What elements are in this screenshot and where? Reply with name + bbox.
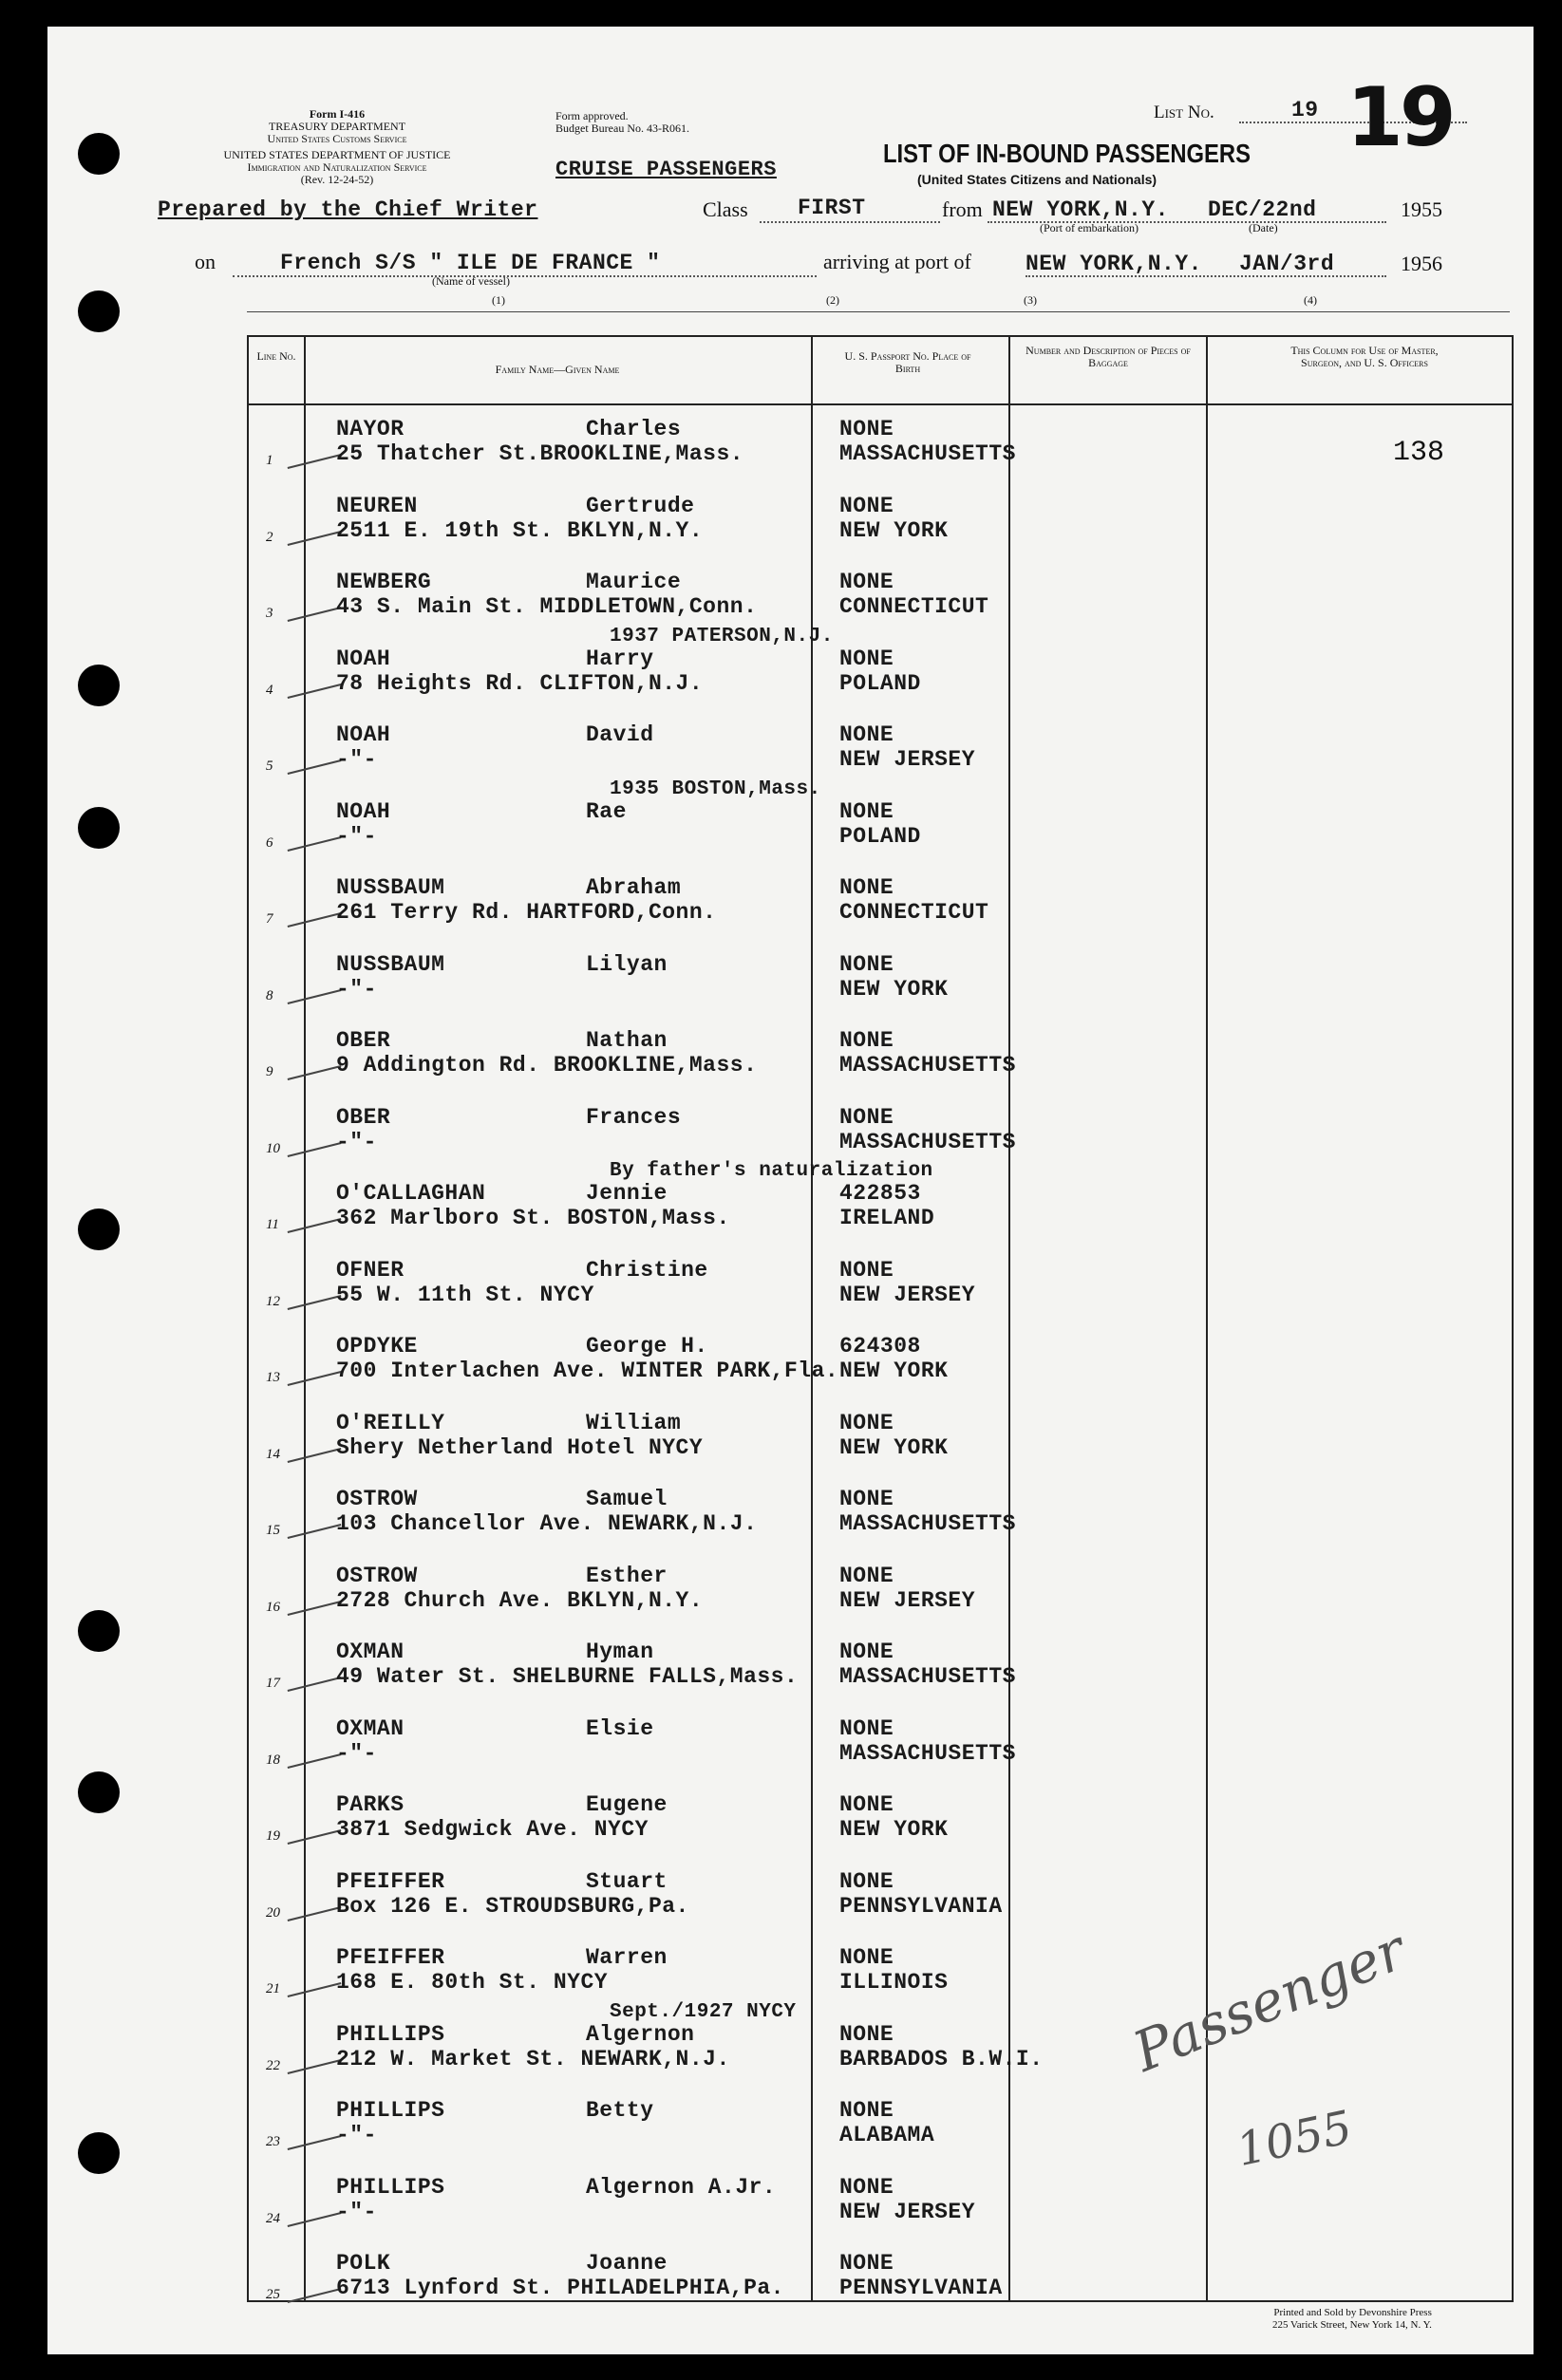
table-row [249, 1245, 1512, 1321]
line-number: 3 [266, 606, 273, 621]
printer-address: 225 Varick Street, New York 14, N. Y. [1272, 2319, 1432, 2331]
list-no-handwritten: 19 [1346, 70, 1453, 165]
line-number: 16 [266, 1599, 280, 1615]
place-of-birth: NEW YORK [839, 1434, 949, 1460]
family-name: OFNER [336, 1257, 405, 1283]
officer-number: 138 [1393, 437, 1445, 469]
check-mark [288, 989, 342, 1004]
line-number: 17 [266, 1676, 280, 1691]
passport-number: NONE [839, 951, 894, 977]
table-row [249, 1160, 1512, 1244]
address: 168 E. 80th St. NYCY [336, 1970, 609, 1995]
table-row [249, 480, 1512, 556]
given-name: Maurice [586, 570, 682, 594]
form-approved: Form approved. [555, 109, 629, 122]
place-of-birth: CONNECTICUT [839, 594, 989, 619]
on-label: on [195, 250, 216, 273]
place-of-birth: BARBADOS B.W.I. [839, 2046, 1044, 2071]
place-of-birth: PENNSYLVANIA [839, 2276, 1003, 2300]
naturalization-note: By father's naturalization [610, 1160, 933, 1182]
vessel-line [233, 275, 817, 277]
col-header-line-no: Line No. [256, 349, 296, 363]
table-row [249, 862, 1512, 938]
col-num-4: (4) [1304, 293, 1317, 307]
check-mark [288, 1753, 342, 1769]
check-mark [288, 684, 342, 699]
family-name: NOAH [336, 798, 391, 824]
check-mark [288, 2288, 342, 2303]
address: 43 S. Main St. MIDDLETOWN,Conn. [336, 594, 758, 619]
passport-number: NONE [839, 2098, 894, 2123]
check-mark [288, 531, 342, 546]
given-name: Christine [586, 1257, 708, 1283]
given-name: Eugene [586, 1792, 668, 1817]
passport-number: 422853 [839, 1181, 921, 1206]
address: Box 126 E. STROUDSBURG,Pa. [336, 1893, 689, 1919]
line-number: 15 [266, 1523, 280, 1538]
table-row [249, 556, 1512, 632]
check-mark [288, 1906, 342, 1921]
customs-label: United States Customs Service [267, 132, 407, 145]
address: 3871 Sedgwick Ave. NYCY [336, 1817, 649, 1842]
address: 49 Water St. SHELBURNE FALLS,Mass. [336, 1664, 799, 1689]
punch-hole [78, 1610, 120, 1652]
form-title: LIST OF IN-BOUND PASSENGERS [883, 139, 1251, 168]
address: 78 Heights Rd. CLIFTON,N.J. [336, 670, 704, 696]
family-name: PHILLIPS [336, 2021, 445, 2047]
family-name: PARKS [336, 1792, 405, 1817]
line-number: 1 [266, 453, 273, 468]
family-name: NEWBERG [336, 570, 432, 594]
passport-number: NONE [839, 1257, 894, 1283]
check-mark [288, 1218, 342, 1233]
given-name: Joanne [586, 2251, 668, 2276]
check-mark [288, 836, 342, 852]
family-name: PHILLIPS [336, 2174, 445, 2200]
family-name: O'REILLY [336, 1410, 445, 1435]
family-name: OPDYKE [336, 1334, 418, 1359]
table-row [249, 1856, 1512, 1932]
line-number: 9 [266, 1064, 273, 1079]
passport-number: 624308 [839, 1334, 921, 1359]
given-name: David [586, 722, 654, 747]
given-name: Warren [586, 1945, 668, 1970]
given-name: Algernon A.Jr. [586, 2174, 777, 2200]
address: -"- [336, 2123, 377, 2147]
col-num-3: (3) [1024, 293, 1037, 307]
table-row [249, 625, 1512, 709]
given-name: Rae [586, 798, 627, 824]
arrival-port: NEW YORK,N.Y. [1026, 252, 1202, 276]
passport-number: NONE [839, 1028, 894, 1053]
address: 362 Marlboro St. BOSTON,Mass. [336, 1206, 730, 1230]
given-name: Samuel [586, 1487, 668, 1511]
class-value: FIRST [798, 196, 866, 220]
punch-hole [78, 665, 120, 706]
header-rule [247, 311, 1510, 312]
check-mark [288, 1601, 342, 1616]
check-mark [288, 912, 342, 928]
address: -"- [336, 2199, 377, 2224]
table-row [249, 1703, 1512, 1779]
place-of-birth: PENNSYLVANIA [839, 1893, 1003, 1919]
passport-number: NONE [839, 798, 894, 824]
passport-number: NONE [839, 1715, 894, 1741]
prepared-by: Prepared by the Chief Writer [158, 197, 538, 222]
table-row [249, 1779, 1512, 1855]
place-of-birth: NEW JERSEY [839, 747, 976, 772]
address: 9 Addington Rd. BROOKLINE,Mass. [336, 1053, 758, 1078]
punch-hole [78, 2132, 120, 2174]
check-mark [288, 1295, 342, 1310]
port-embark-caption: (Port of embarkation) [1040, 221, 1139, 234]
table-row [249, 778, 1512, 862]
check-mark [288, 1065, 342, 1080]
handwritten-note: Passenger [1124, 1917, 1415, 2085]
punch-hole [78, 1771, 120, 1813]
table-row [249, 403, 1512, 479]
embarkation-date: DEC/22nd [1208, 197, 1317, 222]
given-name: Frances [586, 1104, 682, 1130]
approval-block [555, 110, 689, 135]
check-mark [288, 2059, 342, 2074]
justice-label: UNITED STATES DEPARTMENT OF JUSTICE [223, 148, 451, 161]
budget-bureau: Budget Bureau No. 43-R061. [555, 122, 689, 135]
family-name: NEUREN [336, 493, 418, 518]
punch-hole [78, 1209, 120, 1250]
punch-hole [78, 290, 120, 332]
passport-number: NONE [839, 875, 894, 900]
arrival-year: 1956 [1401, 252, 1442, 275]
class-label: Class [703, 197, 748, 221]
line-number: 23 [266, 2134, 280, 2149]
place-of-birth: POLAND [839, 823, 921, 849]
table-row [249, 709, 1512, 785]
line-number: 12 [266, 1293, 280, 1309]
family-name: POLK [336, 2251, 391, 2276]
given-name: Harry [586, 646, 654, 671]
passport-number: NONE [839, 1945, 894, 1970]
line-number: 13 [266, 1370, 280, 1385]
line-number: 20 [266, 1904, 280, 1921]
family-name: OXMAN [336, 1715, 405, 1741]
address: 2728 Church Ave. BKLYN,N.Y. [336, 1587, 704, 1613]
given-name: Stuart [586, 1868, 668, 1894]
check-mark [288, 1142, 342, 1157]
from-label: from [942, 197, 983, 221]
family-name: NOAH [336, 646, 391, 671]
punch-hole [78, 133, 120, 175]
passport-number: NONE [839, 1410, 894, 1435]
address: 2511 E. 19th St. BKLYN,N.Y. [336, 517, 704, 543]
passport-number: NONE [839, 570, 894, 594]
punch-hole [78, 807, 120, 849]
naturalization-note: 1937 PATERSON,N.J. [610, 625, 834, 647]
agency-header [195, 108, 480, 186]
place-of-birth: NEW YORK [839, 1817, 949, 1842]
check-mark [288, 454, 342, 469]
check-mark [288, 1524, 342, 1539]
passport-number: NONE [839, 2251, 894, 2276]
place-of-birth: NEW YORK [839, 976, 949, 1002]
line-number: 21 [266, 1981, 280, 1996]
family-name: PHILLIPS [336, 2098, 445, 2123]
table-row [249, 1397, 1512, 1473]
immigration-label: Immigration and Naturalization Service [247, 160, 427, 174]
given-name: Esther [586, 1563, 668, 1588]
family-name: NUSSBAUM [336, 875, 445, 900]
line-number: 5 [266, 759, 273, 774]
address: 261 Terry Rd. HARTFORD,Conn. [336, 900, 717, 925]
table-row [249, 1015, 1512, 1091]
given-name: William [586, 1410, 682, 1435]
embarkation-year: 1955 [1401, 197, 1442, 221]
address: 212 W. Market St. NEWARK,N.J. [336, 2046, 730, 2071]
line-number: 6 [266, 834, 273, 851]
table-row [249, 1473, 1512, 1549]
line-number: 18 [266, 1752, 280, 1768]
list-no-label: List No. [1154, 103, 1214, 122]
place-of-birth: NEW JERSEY [839, 2199, 976, 2224]
document-sheet [47, 27, 1534, 2354]
family-name: NUSSBAUM [336, 951, 445, 977]
given-name: Jennie [586, 1181, 668, 1206]
port-of-embarkation: NEW YORK,N.Y. [992, 197, 1169, 222]
address: 25 Thatcher St.BROOKLINE,Mass. [336, 441, 744, 466]
family-name: PFEIFFER [336, 1868, 445, 1894]
table-row [249, 1321, 1512, 1396]
place-of-birth: NEW YORK [839, 1359, 949, 1383]
place-of-birth: MASSACHUSETTS [839, 1511, 1016, 1536]
check-mark [288, 1829, 342, 1845]
table-row [249, 1092, 1512, 1168]
treasury-label: TREASURY DEPARTMENT [268, 120, 406, 133]
line-number: 11 [266, 1217, 279, 1232]
family-name: O'CALLAGHAN [336, 1181, 486, 1206]
given-name: Lilyan [586, 951, 668, 977]
family-name: OBER [336, 1104, 391, 1130]
form-number: Form I-416 [309, 107, 366, 121]
place-of-birth: NEW JERSEY [839, 1282, 976, 1307]
family-name: NOAH [336, 722, 391, 747]
address: -"- [336, 747, 377, 772]
family-name: NAYOR [336, 417, 405, 441]
table-row [249, 2162, 1512, 2238]
family-name: PFEIFFER [336, 1945, 445, 1970]
passport-number: NONE [839, 2021, 894, 2047]
address: 700 Interlachen Ave. WINTER PARK,Fla. [336, 1359, 839, 1383]
date-caption: (Date) [1249, 221, 1278, 234]
check-mark [288, 2212, 342, 2227]
check-mark [288, 1448, 342, 1463]
family-name: OXMAN [336, 1640, 405, 1664]
check-mark [288, 1677, 342, 1692]
vessel-caption: (Name of vessel) [432, 274, 510, 288]
place-of-birth: POLAND [839, 670, 921, 696]
place-of-birth: MASSACHUSETTS [839, 1053, 1016, 1078]
place-of-birth: NEW YORK [839, 517, 949, 543]
given-name: George H. [586, 1334, 708, 1359]
naturalization-note: 1935 BOSTON,Mass. [610, 778, 821, 800]
place-of-birth: ALABAMA [839, 2123, 935, 2147]
printer-name: Printed and Sold by Devonshire Press [1273, 2307, 1432, 2318]
passport-number: NONE [839, 646, 894, 671]
given-name: Algernon [586, 2021, 695, 2047]
address: 6713 Lynford St. PHILADELPHIA,Pa. [336, 2276, 784, 2300]
address: -"- [336, 976, 377, 1002]
list-no-typed: 19 [1291, 98, 1319, 122]
family-name: OSTROW [336, 1563, 418, 1588]
given-name: Elsie [586, 1715, 654, 1741]
col-num-2: (2) [826, 293, 839, 307]
table-row [249, 1626, 1512, 1702]
form-subtitle: (United States Citizens and Nationals) [917, 172, 1157, 187]
given-name: Gertrude [586, 493, 695, 518]
col-num-1: (1) [492, 293, 505, 307]
passport-number: NONE [839, 1640, 894, 1664]
given-name: Charles [586, 417, 682, 441]
line-number: 2 [266, 529, 273, 545]
place-of-birth: MASSACHUSETTS [839, 1740, 1016, 1766]
passport-number: NONE [839, 1104, 894, 1130]
passport-number: NONE [839, 493, 894, 518]
check-mark [288, 1371, 342, 1386]
place-of-birth: MASSACHUSETTS [839, 1129, 1016, 1154]
arriving-label: arriving at port of [823, 250, 971, 273]
address: Shery Netherland Hotel NYCY [336, 1434, 704, 1460]
address: 55 W. 11th St. NYCY [336, 1282, 594, 1307]
table-row [249, 1550, 1512, 1626]
col-header-name: Family Name—Given Name [495, 363, 620, 376]
cruise-passengers-stamp: CRUISE PASSENGERS [555, 158, 777, 181]
arrival-date: JAN/3rd [1239, 252, 1335, 276]
address: 103 Chancellor Ave. NEWARK,N.J. [336, 1511, 758, 1536]
line-number: 14 [266, 1446, 280, 1462]
family-name: OSTROW [336, 1487, 418, 1511]
passport-number: NONE [839, 722, 894, 747]
passport-number: NONE [839, 1868, 894, 1894]
given-name: Hyman [586, 1640, 654, 1664]
address: -"- [336, 823, 377, 849]
address: -"- [336, 1129, 377, 1154]
check-mark [288, 607, 342, 622]
place-of-birth: MASSACHUSETTS [839, 1664, 1016, 1689]
check-mark [288, 2135, 342, 2150]
printer-footer [1272, 2307, 1432, 2332]
line-number: 8 [266, 987, 273, 1003]
given-name: Betty [586, 2098, 654, 2123]
place-of-birth: NEW JERSEY [839, 1587, 976, 1613]
table-row [249, 2238, 1512, 2314]
place-of-birth: IRELAND [839, 1206, 935, 1230]
line-number: 19 [266, 1828, 280, 1844]
col-header-passport: U. S. Passport No. Place of Birth [844, 349, 971, 375]
line-number: 4 [266, 682, 273, 698]
line-number: 7 [266, 911, 273, 927]
given-name: Nathan [586, 1028, 668, 1053]
place-of-birth: MASSACHUSETTS [839, 441, 1016, 466]
passport-number: NONE [839, 417, 894, 441]
vessel-name: French S/S " ILE DE FRANCE " [280, 251, 661, 275]
place-of-birth: ILLINOIS [839, 1970, 949, 1995]
naturalization-note: Sept./1927 NYCY [610, 2000, 797, 2023]
given-name: Abraham [586, 875, 682, 900]
line-number: 25 [266, 2287, 280, 2302]
col-header-officers: This Column for Use of Master, Surgeon, and U. S. Officers [1290, 344, 1439, 369]
line-number: 24 [266, 2210, 280, 2226]
handwritten-year: 1055 [1232, 2100, 1357, 2178]
passenger-table [247, 335, 1514, 2302]
place-of-birth: CONNECTICUT [839, 900, 989, 925]
line-number: 22 [266, 2057, 280, 2073]
table-row [249, 939, 1512, 1015]
check-mark [288, 759, 342, 775]
line-number: 10 [266, 1140, 280, 1156]
address: -"- [336, 1740, 377, 1766]
family-name: OBER [336, 1028, 391, 1053]
class-line [760, 221, 940, 223]
passport-number: NONE [839, 1487, 894, 1511]
col-header-baggage: Number and Description of Pieces of Baggage [1026, 344, 1191, 369]
check-mark [288, 1982, 342, 1997]
passport-number: NONE [839, 2174, 894, 2200]
revision-label: (Rev. 12-24-52) [300, 173, 374, 186]
passport-number: NONE [839, 1563, 894, 1588]
passport-number: NONE [839, 1792, 894, 1817]
